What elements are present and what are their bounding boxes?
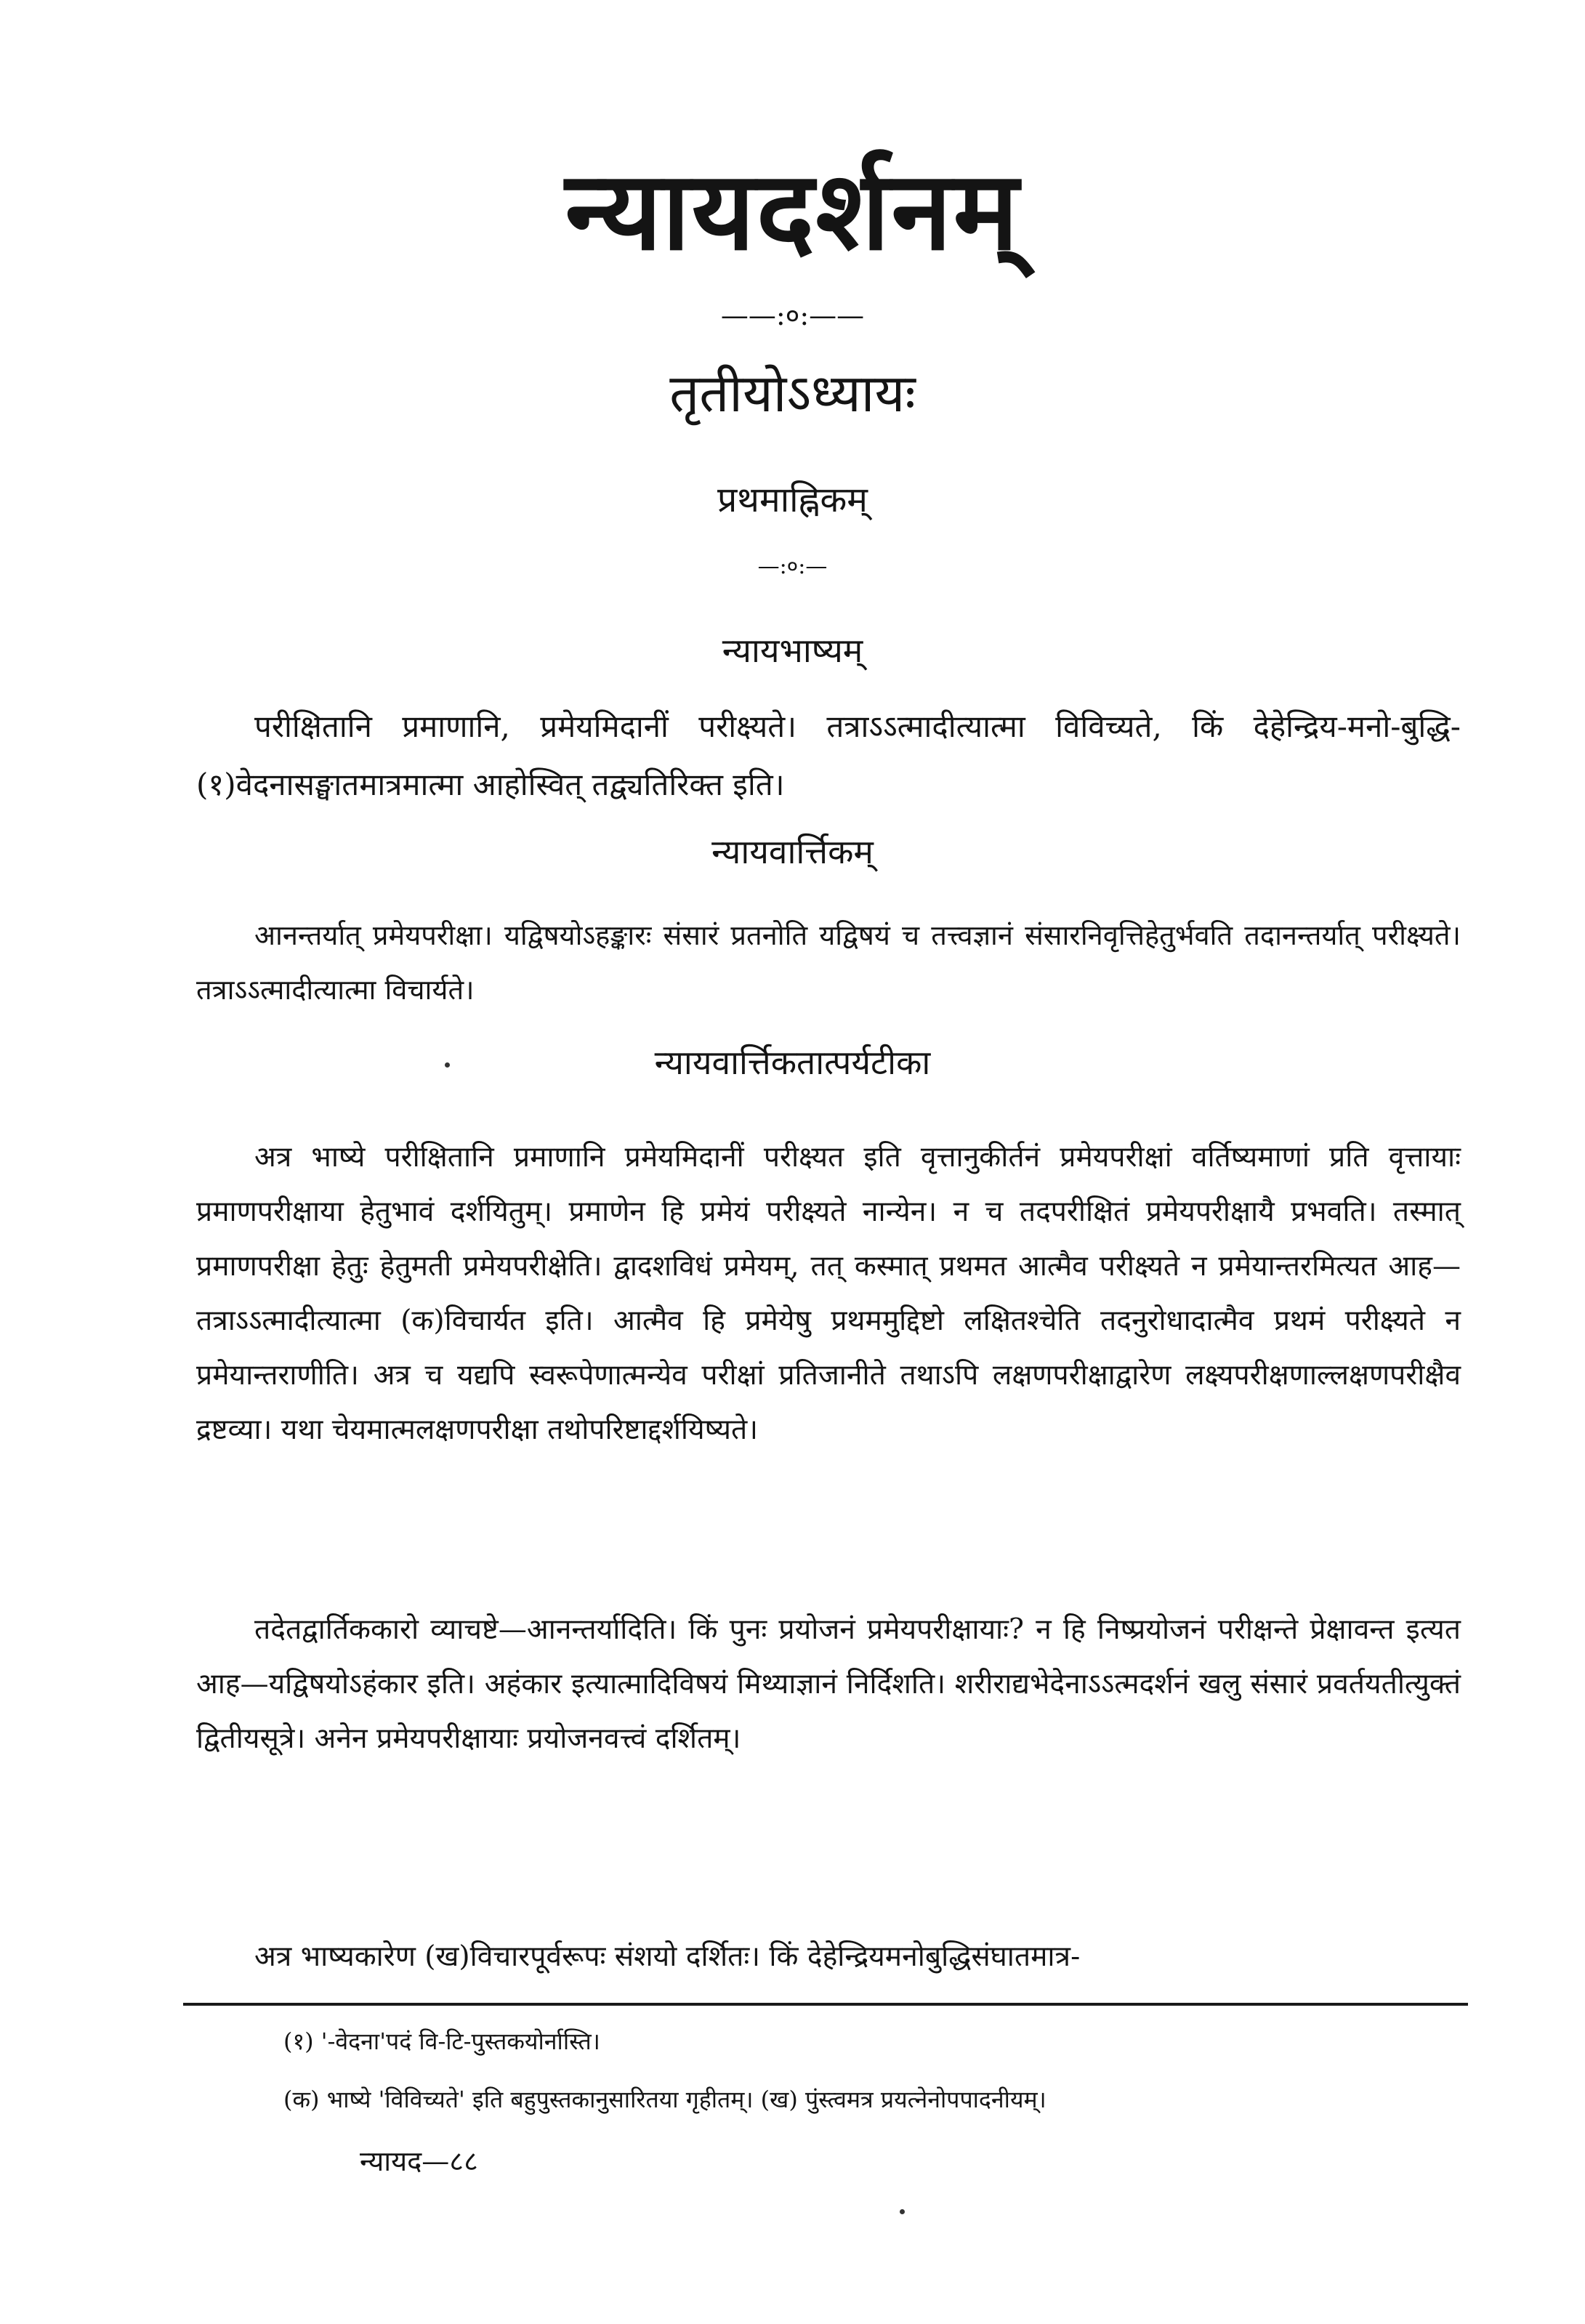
tika-paragraph: अत्र भाष्ये परीक्षितानि प्रमाणानि प्रमेयमिदानीं परीक्ष्यत इति वृत्तानुकीर्तनं प्रमेयपरीक्षां वर्तिष्यमाणां प्रति वृत्तायाः प्रमाणपरीक्षाया हेतुभावं दर्शयितुम्। प्रमाणेन हि प्रमेयं परीक्ष्यते नान्येन। न च तदपरीक्षितं प्रमेयपरीक्षायै प्रभवति। तस्मात् प्रमाणपरीक्षा हेतुः हेतुमती प्रमेयपरीक्षेति। द्वादशविधं प्रमेयम्, तत् कस्मात् प्रथमत आत्मैव परीक्ष्यते न प्रमेयान्तरमित्यत आह—तत्राऽऽत्मादीत्यात्मा (क)विचार्यत इति। आत्मैव हि प्रमेयेषु प्रथममुद्दिष्टो लक्षितश्चेति तदनुरोधादात्मैव प्रथमं परीक्ष्यते न प्रमेयान्तराणीति। अत्र च यद्यपि स्वरूपेणात्मन्येव परीक्षां प्रतिजानीते तथाऽपि लक्षणपरीक्षाद्वारेण लक्ष्यपरीक्षणाल्लक्षणपरीक्षैव द्रष्टव्या। यथा चेयमात्मलक्षणपरीक्षा तथोपरिष्टाद्दर्शयिष्यते। — [196, 1141, 1461, 1446]
tika-paragraph-1 — [196, 1130, 1461, 1457]
nyaya-vartika-text — [196, 908, 1461, 1017]
nyaya-vartika-heading: न्यायवार्त्तिकम् — [711, 832, 874, 871]
footnote-divider — [183, 2003, 1468, 2006]
tatparya-tika-heading: न्यायवार्त्तिकतात्पर्यटीका — [654, 1043, 931, 1082]
title-separator: ——:०:—— — [720, 299, 865, 331]
tika-paragraph: तदेतद्वार्तिककारो व्याचष्टे—आनन्तर्यादिति। किं पुनः प्रयोजनं प्रमेयपरीक्षायाः? न हि निष्प्रयोजनं परीक्षन्ते प्रेक्षावन्त इत्यत आह—यद्विषयोऽहंकार इति। अहंकार इत्यात्मादिविषयं मिथ्याज्ञानं निर्दिशति। शरीराद्यभेदेनाऽऽत्मदर्शनं खलु संसारं प्रवर्तयतीत्युक्तं द्वितीयसूत्रे। अनेन प्रमेयपरीक्षायाः प्रयोजनवत्त्वं दर्शितम्। — [196, 1613, 1461, 1755]
tika-paragraph: अत्र भाष्यकारेण (ख)विचारपूर्वरूपः संशयो दर्शितः। किं देहेन्द्रियमनोबुद्धिसंघातमात्र- — [254, 1940, 1081, 1973]
nyaya-vartika-paragraph: आनन्तर्यात् प्रमेयपरीक्षा। यद्विषयोऽहङ्कारः संसारं प्रतनोति यद्विषयं च तत्त्वज्ञानं संसारनिवृत्तिहेतुर्भवति तदानन्तर्यात् परीक्ष्यते। तत्राऽऽत्मादीत्यात्मा विचार्यते। — [196, 919, 1461, 1006]
tika-paragraph-3 — [196, 1929, 1461, 1984]
printer-signature: न्यायद—८८ — [360, 2145, 478, 2177]
tika-paragraph-2 — [196, 1602, 1461, 1766]
section-separator: —:०:— — [757, 554, 828, 579]
chapter-heading: तृतीयोऽध्यायः — [669, 363, 916, 424]
nyaya-bhashya-paragraph: परीक्षितानि प्रमाणानि, प्रमेयमिदानीं परीक्ष्यते। तत्राऽऽत्मादीत्यात्मा विविच्यते, किं देहेन्द्रिय-मनो-बुद्धि-(१)वेदनासङ्घातमात्रमात्मा आहोस्वित् तद्व्यतिरिक्त इति। — [196, 709, 1461, 802]
section-heading: प्रथमाह्निकम् — [717, 480, 868, 520]
page-title: न्यायदर्शनम् — [565, 147, 1020, 275]
ink-speck — [900, 2209, 905, 2214]
nyaya-bhashya-text — [196, 698, 1461, 814]
footnote-1: (१) '-वेदना'पदं वि-टि-पुस्तकयोर्नास्ति। — [283, 2028, 600, 2055]
nyaya-bhashya-heading: न्यायभाष्यम् — [722, 631, 863, 670]
footnote-2: (क) भाष्ये 'विविच्यते' इति बहुपुस्तकानुसारितया गृहीतम्। (ख) पुंस्त्वमत्र प्रयत्नेनोपपादनीयम्। — [283, 2086, 1046, 2113]
